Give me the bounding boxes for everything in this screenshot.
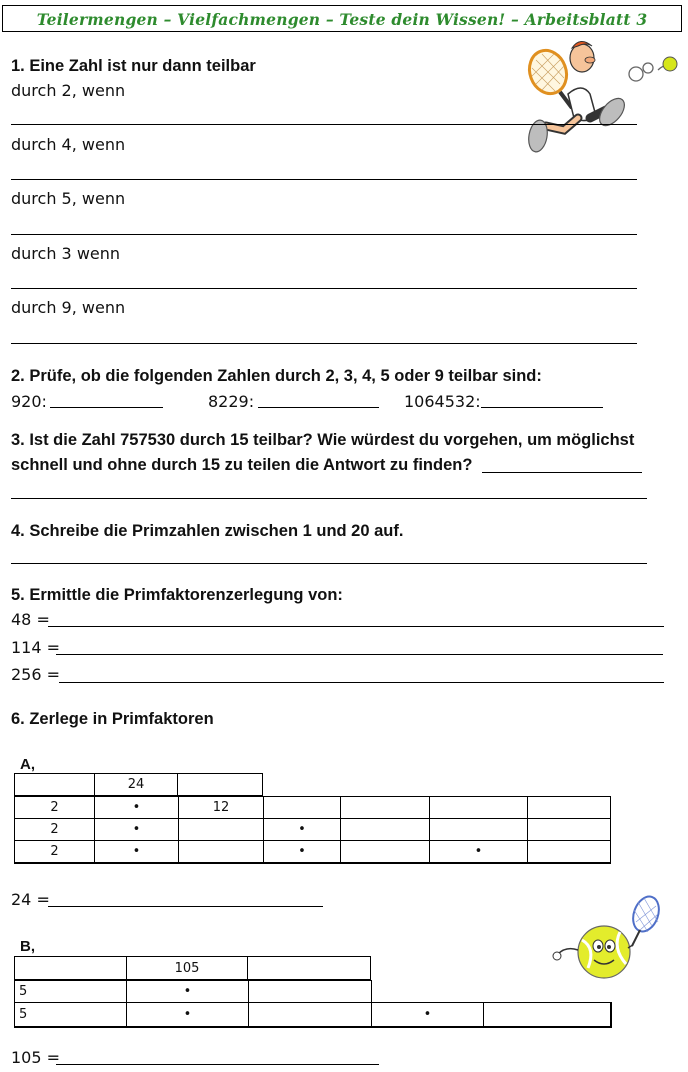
task1-item-1: durch 2, wenn (11, 81, 126, 100)
tennis-ball-illustration (548, 892, 672, 982)
part-a-result-line[interactable] (48, 906, 323, 907)
task2-blank-1[interactable] (50, 407, 163, 408)
table-row (15, 819, 611, 841)
table-cell[interactable] (430, 797, 528, 819)
task3-line-1: 3. Ist die Zahl 757530 durch 15 teilbar? Wie würdest du vorgehen, um möglichst (11, 431, 635, 449)
table-row (15, 981, 372, 1003)
task1-heading: 1. Eine Zahl ist nur dann teilbar (11, 57, 256, 75)
table-cell: • (372, 1003, 484, 1027)
table-cell: 2 (15, 841, 95, 863)
task2-blank-3[interactable] (481, 407, 603, 408)
task4-heading: 4. Schreibe die Primzahlen zwischen 1 und 20 auf. (11, 522, 404, 540)
task5-line-48[interactable] (48, 626, 664, 627)
table-row (15, 797, 611, 819)
tennis-player-illustration (520, 34, 682, 156)
task2-heading: 2. Prüfe, ob die folgenden Zahlen durch 2, 3, 4, 5 oder 9 teilbar sind: (11, 367, 542, 385)
task6-heading: 6. Zerlege in Primfaktoren (11, 710, 214, 728)
table-cell[interactable] (528, 797, 611, 819)
table-cell[interactable] (249, 1003, 372, 1027)
answer-line-2[interactable] (11, 179, 637, 180)
factor-table-b-body (14, 980, 372, 1003)
task5-line-256[interactable] (59, 682, 664, 683)
table-cell: • (127, 1003, 249, 1027)
table-cell: • (95, 841, 179, 863)
task2-number-2: 8229: (208, 392, 255, 411)
table-cell[interactable] (430, 819, 528, 841)
task5-item-48: 48 = (11, 610, 50, 629)
task2-blank-2[interactable] (258, 407, 379, 408)
table-cell[interactable] (484, 1003, 611, 1027)
table-a-top-number: 24 (94, 773, 178, 796)
table-b-cell[interactable] (248, 956, 371, 980)
table-cell: • (264, 841, 341, 863)
table-cell[interactable] (528, 819, 611, 841)
table-cell: 5 (15, 981, 127, 1003)
answer-line-4[interactable] (11, 288, 637, 289)
table-a-cell[interactable] (14, 773, 94, 796)
table-cell: • (95, 819, 179, 841)
task1-item-3: durch 5, wenn (11, 189, 126, 208)
answer-line-1[interactable] (11, 124, 637, 125)
factor-table-b-last-row (14, 1002, 612, 1028)
task5-line-114[interactable] (56, 654, 663, 655)
table-cell: 12 (179, 797, 264, 819)
table-cell[interactable] (179, 819, 264, 841)
table-a-cell[interactable] (178, 773, 263, 796)
table-b-cell[interactable] (14, 956, 126, 980)
table-row (15, 841, 611, 863)
table-cell[interactable] (264, 797, 341, 819)
table-cell: • (127, 981, 249, 1003)
table-cell[interactable] (249, 981, 372, 1003)
worksheet-title-box (2, 5, 682, 32)
part-a-label: A, (20, 756, 35, 773)
worksheet-title: Teilermengen – Vielfachmengen – Teste dein Wissen! – Arbeitsblatt 3 (36, 10, 648, 29)
table-cell: • (95, 797, 179, 819)
table-row (15, 1003, 611, 1027)
table-cell[interactable] (341, 819, 430, 841)
answer-line-3[interactable] (11, 234, 637, 235)
task2-number-3: 1064532: (404, 392, 481, 411)
task5-item-114: 114 = (11, 638, 61, 657)
task1-item-5: durch 9, wenn (11, 298, 126, 317)
table-cell[interactable] (341, 841, 430, 863)
task2-number-1: 920: (11, 392, 47, 411)
table-cell[interactable] (528, 841, 611, 863)
task1-item-2: durch 4, wenn (11, 135, 126, 154)
task3-line-2: schnell und ohne durch 15 zu teilen die Antwort zu finden? (11, 456, 473, 474)
table-cell[interactable] (179, 841, 264, 863)
task4-answer-line[interactable] (11, 563, 647, 564)
table-cell: • (264, 819, 341, 841)
part-b-result-line[interactable] (56, 1064, 379, 1065)
table-cell[interactable] (341, 797, 430, 819)
table-cell: 2 (15, 819, 95, 841)
task1-item-4: durch 3 wenn (11, 244, 121, 263)
part-b-label: B, (20, 938, 35, 955)
table-cell: • (430, 841, 528, 863)
task5-heading: 5. Ermittle die Primfaktorenzerlegung von: (11, 586, 343, 604)
table-b-top-number: 105 (126, 956, 248, 980)
factor-table-a-body (14, 796, 611, 864)
answer-line-5[interactable] (11, 343, 637, 344)
table-cell: 2 (15, 797, 95, 819)
task5-item-256: 256 = (11, 665, 61, 684)
task3-answer-line[interactable] (11, 498, 647, 499)
part-b-result-label: 105 = (11, 1048, 61, 1067)
part-a-result-label: 24 = (11, 890, 50, 909)
table-cell: 5 (15, 1003, 127, 1027)
task3-blank-inline[interactable] (482, 472, 642, 473)
